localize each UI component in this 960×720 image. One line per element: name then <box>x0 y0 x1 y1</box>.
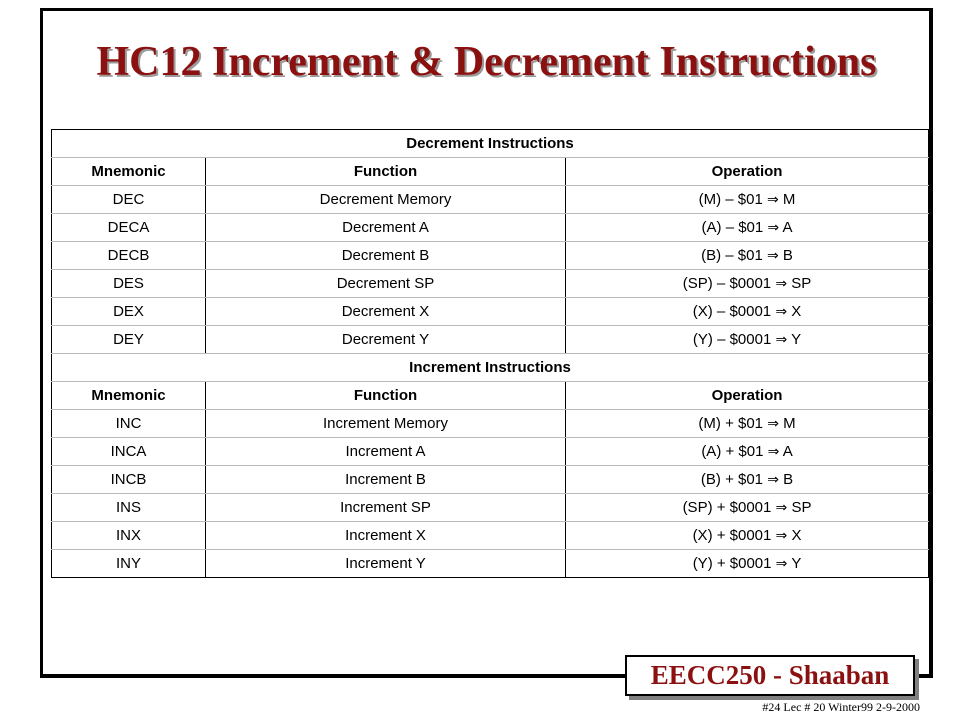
operation-destination: X <box>791 527 802 544</box>
operation-expression: (SP) – $0001 <box>682 275 772 292</box>
function-cell: Decrement Memory <box>206 186 566 214</box>
operation-cell <box>566 410 929 438</box>
function-cell: Increment Memory <box>206 410 566 438</box>
column-header-function: Function <box>206 158 566 186</box>
implies-arrow-icon: ⇒ <box>775 556 788 572</box>
function-cell: Decrement SP <box>206 270 566 298</box>
table-row <box>52 270 929 298</box>
operation-destination: M <box>783 415 796 432</box>
increment-section-header: Increment Instructions <box>52 354 929 382</box>
decrement-section-header: Decrement Instructions <box>52 130 929 158</box>
operation-destination: SP <box>791 275 812 292</box>
mnemonic-cell: INC <box>52 410 206 438</box>
lecture-note: #24 Lec # 20 Winter99 2-9-2000 <box>762 700 920 714</box>
mnemonic-cell: DEY <box>52 326 206 354</box>
operation-destination: B <box>782 247 793 264</box>
operation-cell <box>566 494 929 522</box>
operation-expression: (X) + $0001 <box>692 527 772 544</box>
mnemonic-cell: DECB <box>52 242 206 270</box>
operation-expression: (Y) – $0001 <box>692 331 772 348</box>
implies-arrow-icon: ⇒ <box>775 500 788 516</box>
mnemonic-cell: INCB <box>52 466 206 494</box>
operation-destination: Y <box>791 331 802 348</box>
implies-arrow-icon: ⇒ <box>767 416 779 432</box>
operation-cell <box>566 186 929 214</box>
increment-section-header-row <box>52 354 929 382</box>
mnemonic-cell: DEC <box>52 186 206 214</box>
function-cell: Increment Y <box>206 550 566 578</box>
function-cell: Increment X <box>206 522 566 550</box>
function-cell: Increment A <box>206 438 566 466</box>
operation-expression: (X) – $0001 <box>692 303 772 320</box>
operation-destination: M <box>782 191 796 208</box>
operation-expression: (A) – $01 <box>701 219 764 236</box>
operation-cell <box>566 242 929 270</box>
operation-expression: (SP) + $0001 <box>682 499 772 516</box>
course-badge-text: EECC250 - Shaaban <box>650 660 890 690</box>
implies-arrow-icon: ⇒ <box>775 276 788 292</box>
mnemonic-cell: INY <box>52 550 206 578</box>
operation-expression: (B) – $01 <box>701 247 763 264</box>
mnemonic-cell: INX <box>52 522 206 550</box>
mnemonic-cell: INCA <box>52 438 206 466</box>
course-badge <box>625 655 915 696</box>
implies-arrow-icon: ⇒ <box>775 332 788 348</box>
table-row <box>52 522 929 550</box>
operation-destination: A <box>782 219 793 236</box>
operation-destination: B <box>783 471 794 488</box>
implies-arrow-icon: ⇒ <box>767 192 779 208</box>
operation-cell <box>566 550 929 578</box>
operation-destination: Y <box>791 555 802 572</box>
operation-expression: (M) + $01 <box>698 415 764 432</box>
table-row <box>52 214 929 242</box>
mnemonic-cell: DECA <box>52 214 206 242</box>
operation-destination: A <box>782 443 793 460</box>
function-cell: Increment SP <box>206 494 566 522</box>
mnemonic-cell: DES <box>52 270 206 298</box>
operation-destination: SP <box>791 499 812 516</box>
table-row <box>52 438 929 466</box>
table-row <box>52 494 929 522</box>
instruction-table <box>51 129 929 578</box>
table-row <box>52 466 929 494</box>
column-header-function: Function <box>206 382 566 410</box>
column-header-operation: Operation <box>566 158 929 186</box>
function-cell: Decrement Y <box>206 326 566 354</box>
operation-cell <box>566 326 929 354</box>
implies-arrow-icon: ⇒ <box>767 220 780 236</box>
function-cell: Decrement X <box>206 298 566 326</box>
table-row <box>52 186 929 214</box>
operation-cell <box>566 522 929 550</box>
operation-cell <box>566 466 929 494</box>
function-cell: Decrement B <box>206 242 566 270</box>
column-header-operation: Operation <box>566 382 929 410</box>
mnemonic-cell: INS <box>52 494 206 522</box>
function-cell: Decrement A <box>206 214 566 242</box>
implies-arrow-icon: ⇒ <box>767 444 780 460</box>
operation-destination: X <box>791 303 802 320</box>
table-row <box>52 550 929 578</box>
increment-column-header-row <box>52 382 929 410</box>
column-header-mnemonic: Mnemonic <box>52 158 206 186</box>
operation-cell <box>566 214 929 242</box>
operation-cell <box>566 270 929 298</box>
operation-expression: (M) – $01 <box>698 191 763 208</box>
slide-title: HC12 Increment & Decrement Instructions <box>96 39 877 85</box>
operation-expression: (B) + $01 <box>700 471 764 488</box>
table-row <box>52 326 929 354</box>
table-row <box>52 298 929 326</box>
table-row <box>52 242 929 270</box>
operation-expression: (Y) + $0001 <box>692 555 772 572</box>
implies-arrow-icon: ⇒ <box>775 528 788 544</box>
operation-expression: (A) + $01 <box>701 443 764 460</box>
decrement-section-header-row <box>52 130 929 158</box>
decrement-column-header-row <box>52 158 929 186</box>
implies-arrow-icon: ⇒ <box>775 304 788 320</box>
table-row <box>52 410 929 438</box>
mnemonic-cell: DEX <box>52 298 206 326</box>
implies-arrow-icon: ⇒ <box>767 472 779 488</box>
operation-cell <box>566 438 929 466</box>
implies-arrow-icon: ⇒ <box>766 248 779 264</box>
operation-cell <box>566 298 929 326</box>
column-header-mnemonic: Mnemonic <box>52 382 206 410</box>
function-cell: Increment B <box>206 466 566 494</box>
